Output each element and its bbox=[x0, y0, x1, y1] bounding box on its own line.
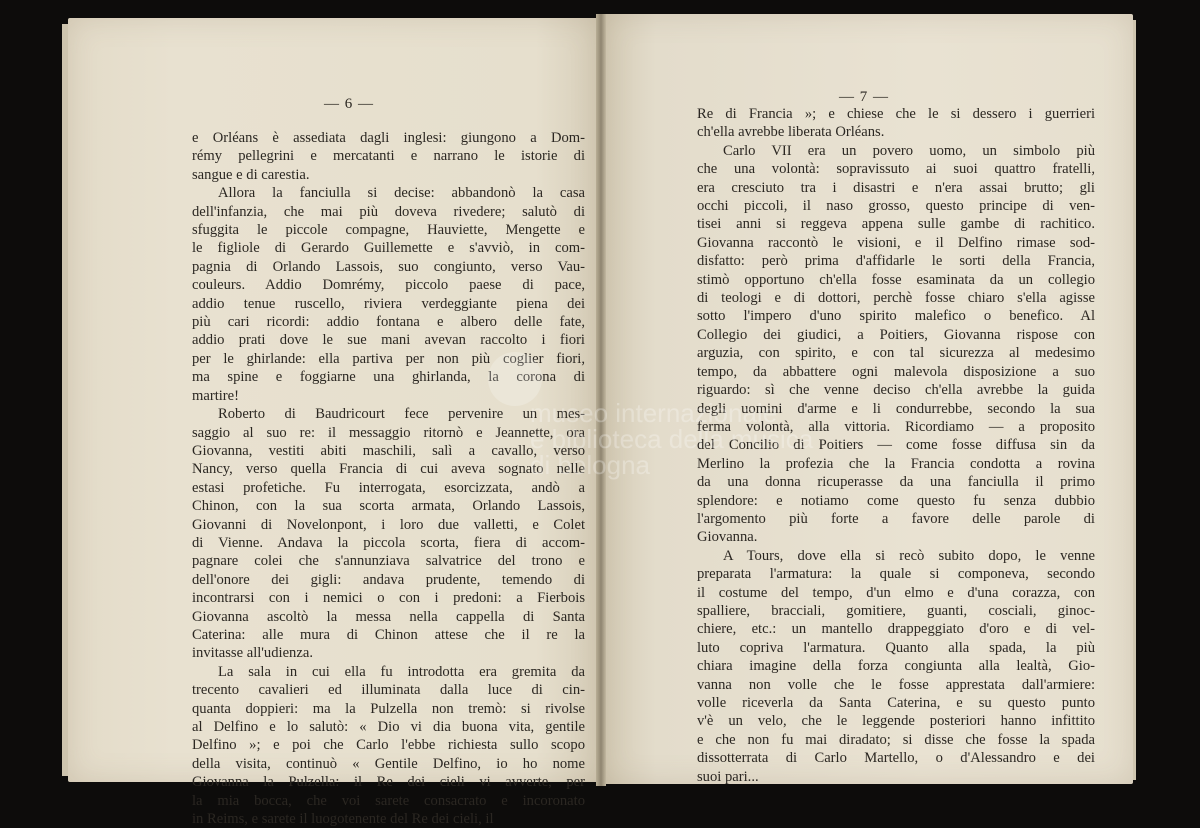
text-line: Giovanna, vestiti abiti maschili, salì a cavallo, verso bbox=[192, 442, 585, 459]
text-line: suoi pari... bbox=[697, 768, 759, 785]
text-line: chiara imagine della forza congiunta alla lealtà, Gio- bbox=[697, 658, 1095, 675]
text-line: sangue e di carestia. bbox=[192, 166, 310, 183]
text-line: tempo, da abbattere ogni malevola disposizione a suo bbox=[697, 363, 1095, 380]
text-line: al Delfino e lo salutò: « Dio vi dia buona vita, gentile bbox=[192, 719, 585, 735]
watermark-line: museo internazionale bbox=[530, 398, 778, 428]
text-line: Collegio dei giudici, a Poitiers, Giovanna rispose con bbox=[697, 326, 1095, 343]
page-number-right: — 7 — bbox=[839, 89, 889, 105]
text-line: ma spine e foggiarne una ghirlanda, la corona di bbox=[192, 369, 585, 386]
text-line: rémy pellegrini e mercatanti e narrano le istorie di bbox=[192, 148, 585, 165]
text-line: occhi piccoli, il naso grosso, questo principe di ven- bbox=[697, 198, 1095, 215]
text-line: il costume del tempo, d'un elmo e d'una corazza, con bbox=[697, 584, 1095, 601]
text-line: ch'ella avrebbe liberata Orléans. bbox=[697, 124, 885, 141]
text-line: splendore: e notiamo come questo fu senza dubbio bbox=[697, 492, 1095, 509]
text-line: sfuggita le piccole compagne, Hauviette, Mengette e bbox=[192, 222, 585, 239]
text-line: Chinon, con la sua scorta armata, Orlando Lassois, bbox=[192, 498, 585, 515]
text-line: Carlo VII era un povero uomo, un simbolo più bbox=[723, 142, 1095, 159]
text-line: Roberto di Baudricourt fece pervenire un mes- bbox=[218, 406, 585, 423]
text-line: Nancy, verso quella Francia di cui aveva sognato nelle bbox=[192, 461, 585, 478]
text-line: disfatto: però prima d'affidarle le sorti della Francia, bbox=[697, 253, 1095, 270]
text-line: tisei anni si reggeva appena sulle gambe di rachitico. bbox=[697, 216, 1095, 233]
text-line: degli uomini d'arme e li condurrebbe, secondo la sua bbox=[697, 400, 1095, 417]
text-line: Delfino »; e poi che Carlo l'ebbe richiesta sullo scopo bbox=[192, 737, 585, 754]
text-line: pagnare colei che s'annunziava salvatrice del trono e bbox=[192, 553, 585, 570]
text-line: incontrarsi con i nemici o con i predoni: a Fierbois bbox=[192, 590, 585, 607]
text-line: luto copriva l'armatura. Quanto alla spada, la più bbox=[697, 639, 1095, 656]
text-line: vanna non volle che le fosse apprestata dall'armiere: bbox=[697, 676, 1095, 693]
watermark-line: di bologna bbox=[530, 450, 650, 480]
text-line: Giovanna ascoltò la messa nella cappella di Santa bbox=[192, 608, 585, 625]
text-line: Giovanna la Pulzella: il Re dei cieli vi avverte, per bbox=[192, 774, 585, 791]
text-line: preparata l'armatura: la quale si componeva, secondo bbox=[697, 566, 1095, 583]
text-line: invitasse all'udienza. bbox=[192, 645, 313, 662]
text-line: della visita, continuò « Gentile Delfino, io ho nome bbox=[192, 755, 585, 772]
text-line: Caterina: alle mura di Chinon attese che il re la bbox=[192, 626, 585, 643]
text-line: l'argomento più forte a favore delle parole di bbox=[697, 510, 1095, 527]
text-line: riguardo: sì che venne deciso ch'ella avrebbe la guida bbox=[697, 382, 1095, 399]
text-line: Merlino la profezia che la Francia condotta a rovina bbox=[697, 455, 1095, 472]
text-line: trecento cavalieri ed illuminata dalla luce di cin- bbox=[192, 682, 585, 699]
page-number-left: — 6 — bbox=[324, 96, 374, 112]
book-gutter bbox=[596, 14, 606, 786]
text-line: per le ghirlande: ella partiva per non più coglier fiori, bbox=[192, 350, 585, 367]
text-line: le figliole di Gerardo Guillemette e s'avviò, in com- bbox=[192, 240, 585, 257]
text-line: in Reims, e sarete il luogotenente del Re dei cieli, il bbox=[192, 811, 494, 828]
text-line: era cresciuto tra i disastri e n'era assai brutto; gli bbox=[697, 179, 1095, 196]
watermark-line: e biblioteca della musica bbox=[530, 424, 814, 454]
text-line: di teologi e di dottori, perchè fosse chiaro s'ella agisse bbox=[697, 290, 1095, 307]
text-line: La sala in cui ella fu introdotta era gremita da bbox=[218, 663, 585, 680]
text-line: sotto l'impero d'uno spirito malefico o benefico. Al bbox=[697, 308, 1095, 325]
text-line: dell'infanzia, che mai più doveva rivedere; salutò di bbox=[192, 203, 585, 220]
left-page-text bbox=[192, 129, 585, 828]
text-line: martire! bbox=[192, 387, 239, 404]
text-line: saggio al suo re: il messaggio ritornò e Jeannette, ora bbox=[192, 424, 585, 441]
text-line: che una volontà: sopravissuto ai suoi quattro fratelli, bbox=[697, 161, 1095, 178]
text-line: Re di Francia »; e chiese che le si dessero i guerrieri bbox=[697, 106, 1095, 122]
text-line: Allora la fanciulla si decise: abbandonò la casa bbox=[218, 185, 585, 202]
text-line: la mia bocca, che voi sarete consacrato e incoronato bbox=[192, 792, 585, 809]
right-page bbox=[603, 14, 1133, 784]
text-line: volle riceverla da Santa Caterina, e su questo punto bbox=[697, 695, 1095, 711]
text-line: arguzia, con spirito, e con tal sicurezza al medesimo bbox=[697, 345, 1095, 362]
text-line: addio prati dove le sue mani avevan raccolto i fiori bbox=[192, 332, 585, 349]
text-line: spalliere, bracciali, gomitiere, guanti, cosciali, ginoc- bbox=[697, 602, 1095, 619]
text-line: più cari ricordi: addio fontana e albero delle fate, bbox=[192, 314, 585, 331]
text-line: ferma volontà, alla vittoria. Ricordiamo — a proposito bbox=[697, 418, 1095, 435]
text-line: dissotterrata di Carlo Martello, o d'Alessandro e dei bbox=[697, 750, 1095, 767]
text-line: A Tours, dove ella si recò subito dopo, le venne bbox=[723, 547, 1095, 564]
text-line: v'è un velo, che le leggende posteriori hanno infittito bbox=[697, 713, 1095, 730]
text-line: di Vienne. Andava la piccola scorta, fiera di accom- bbox=[192, 534, 585, 551]
text-line: e che non fu mai diradato; si disse che fosse la spada bbox=[697, 731, 1095, 748]
text-line: Giovanni di Novelonpont, i loro due valletti, e Colet bbox=[192, 516, 585, 533]
text-line: quanta doppieri: ma la Pulzella non tremò: si rivolse bbox=[192, 700, 585, 717]
text-line: Giovanna raccontò le visioni, e il Delfino rimase sod- bbox=[697, 234, 1095, 251]
text-line: addio tenue ruscello, riviera verdeggiante piena dei bbox=[192, 295, 585, 312]
text-line: del Concilio di Poitiers — come fosse diffusa sin da bbox=[697, 437, 1095, 454]
text-line: chiere, etc.: un mantello drappeggiato d'oro e di vel- bbox=[697, 621, 1095, 638]
text-line: da una donna ricuperasse da una fanciulla il primo bbox=[697, 474, 1095, 491]
text-line: pagnia di Orlando Lassois, suo congiunto, verso Vau- bbox=[192, 258, 585, 275]
text-line: e Orléans è assediata dagli inglesi: giungono a Dom- bbox=[192, 130, 585, 146]
watermark-logo bbox=[488, 352, 542, 406]
text-line: couleurs. Addio Domrémy, piccolo paese di pace, bbox=[192, 277, 585, 294]
text-line: dell'onore dei gigli: andava prudente, temendo di bbox=[192, 571, 585, 588]
text-line: Giovanna. bbox=[697, 529, 758, 546]
text-line: stimò opportuno ch'ella fosse esaminata da un collegio bbox=[697, 271, 1095, 288]
text-line: estasi profetiche. Fu interrogata, esorcizzata, andò a bbox=[192, 479, 585, 496]
right-page-text bbox=[697, 105, 1095, 786]
